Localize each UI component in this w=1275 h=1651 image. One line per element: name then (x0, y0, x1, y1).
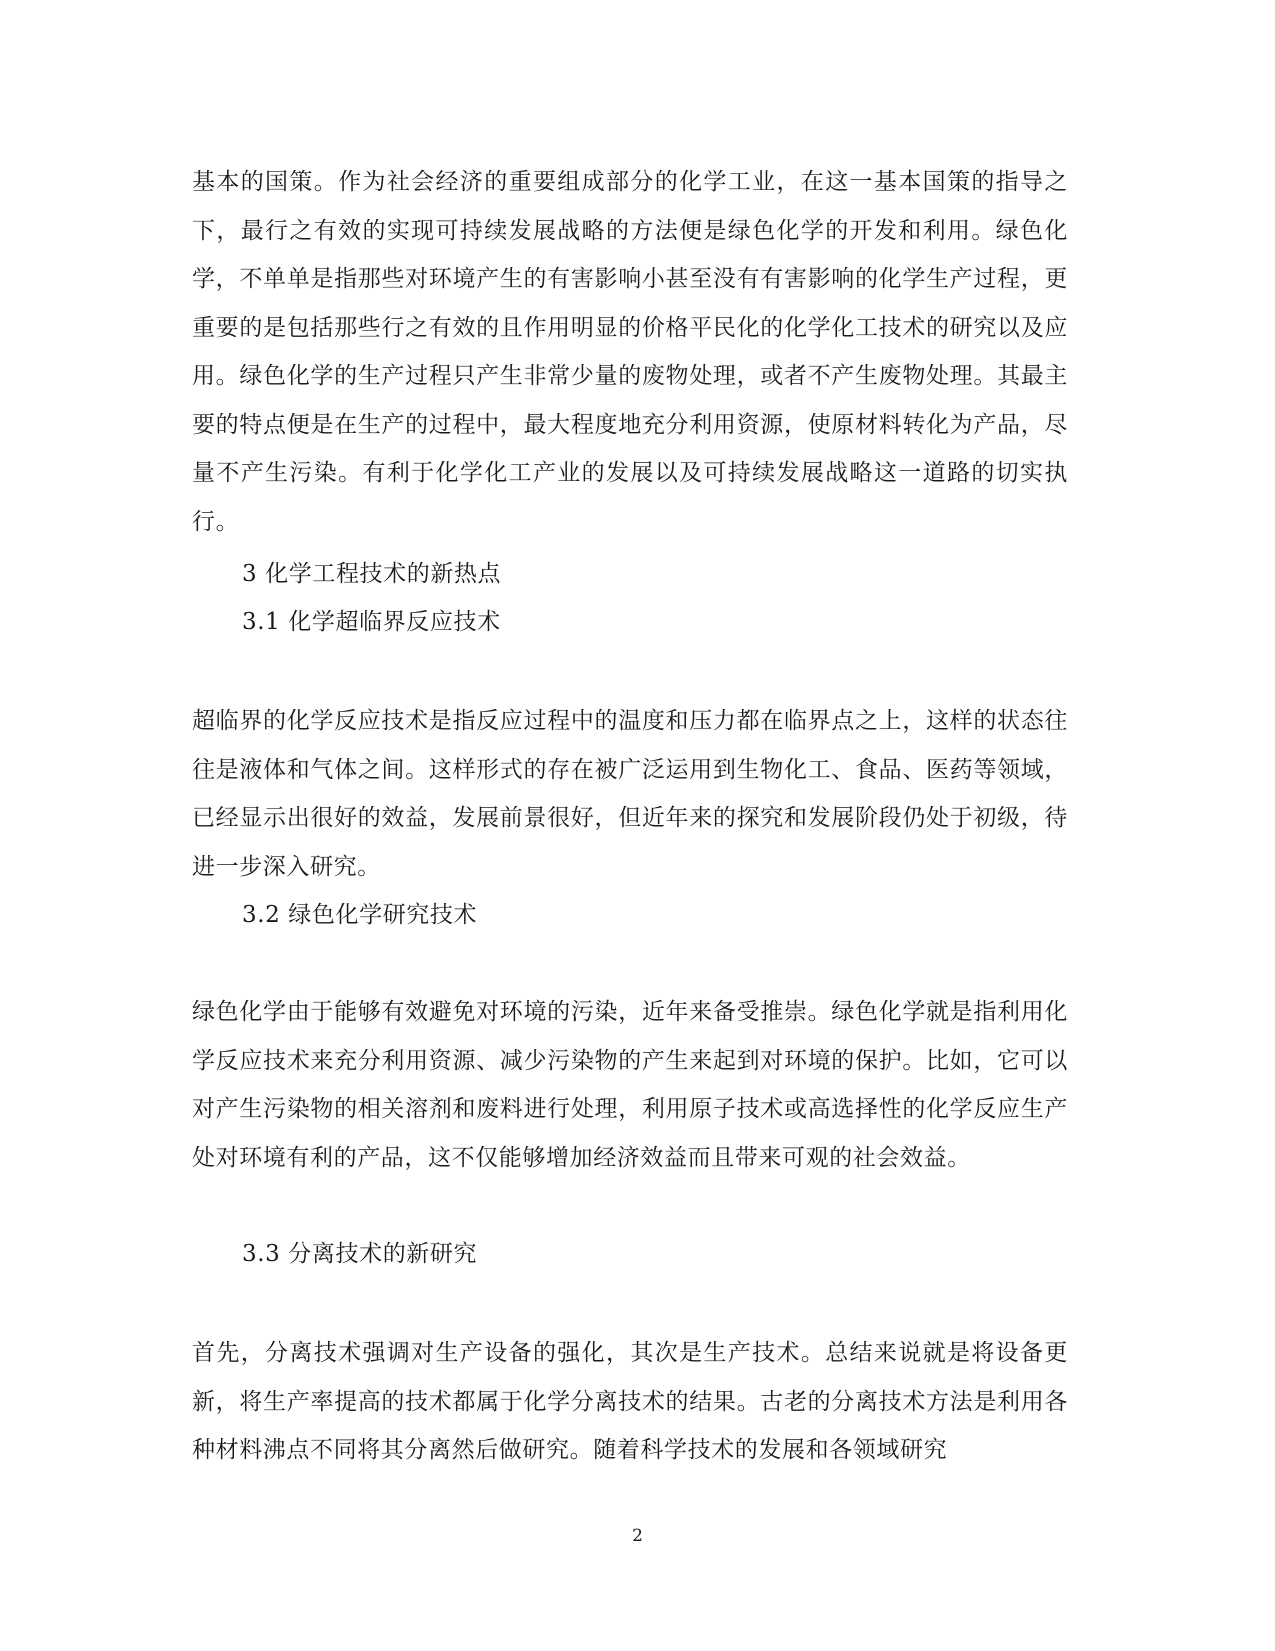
body-paragraph-green-chemistry-policy: 基本的国策。作为社会经济的重要组成部分的化学工业，在这一基本国策的指导之下，最行之有效的实现可持续发展战略的方法便是绿色化学的开发和利用。绿色化学，不单单是指那些对环境产生的有害影响小甚至没有有害影响的化学生产过程，更重要的是包括那些行之有效的且作用明显的价格平民化的化学化工技术的研究以及应用。绿色化学的生产过程只产生非常少量的废物处理，或者不产生废物处理。其最主要的特点便是在生产的过程中，最大程度地充分利用资源，使原材料转化为产品，尽量不产生污染。有利于化学化工产业的发展以及可持续发展战略这一道路的切实执行。 (192, 169, 1068, 535)
subsection-heading-3-3: 3.3 分离技术的新研究 (242, 1241, 478, 1267)
body-paragraph-green-chemistry-research: 绿色化学由于能够有效避免对环境的污染，近年来备受推崇。绿色化学就是指利用化学反应技术来充分利用资源、减少污染物的产生来起到对环境的保护。比如，它可以对产生污染物的相关溶剂和废料进行处理，利用原子技术或高选择性的化学反应生产处对环境有利的产品，这不仅能够增加经济效益而且带来可观的社会效益。 (192, 999, 1068, 1171)
section-heading-3: 3 化学工程技术的新热点 (242, 561, 502, 587)
page-number: 2 (632, 1526, 643, 1546)
subsection-heading-3-1: 3.1 化学超临界反应技术 (242, 609, 501, 635)
body-paragraph-separation-technology: 首先，分离技术强调对生产设备的强化，其次是生产技术。总结来说就是将设备更新，将生产率提高的技术都属于化学分离技术的结果。古老的分离技术方法是利用各种材料沸点不同将其分离然后做研究。随着科学技术的发展和各领域研究 (192, 1340, 1068, 1463)
subsection-heading-3-2: 3.2 绿色化学研究技术 (242, 902, 478, 928)
body-paragraph-supercritical: 超临界的化学反应技术是指反应过程中的温度和压力都在临界点之上，这样的状态往往是液体和气体之间。这样形式的存在被广泛运用到生物化工、食品、医药等领域，已经显示出很好的效益，发展前景很好，但近年来的探究和发展阶段仍处于初级，待进一步深入研究。 (192, 708, 1068, 880)
